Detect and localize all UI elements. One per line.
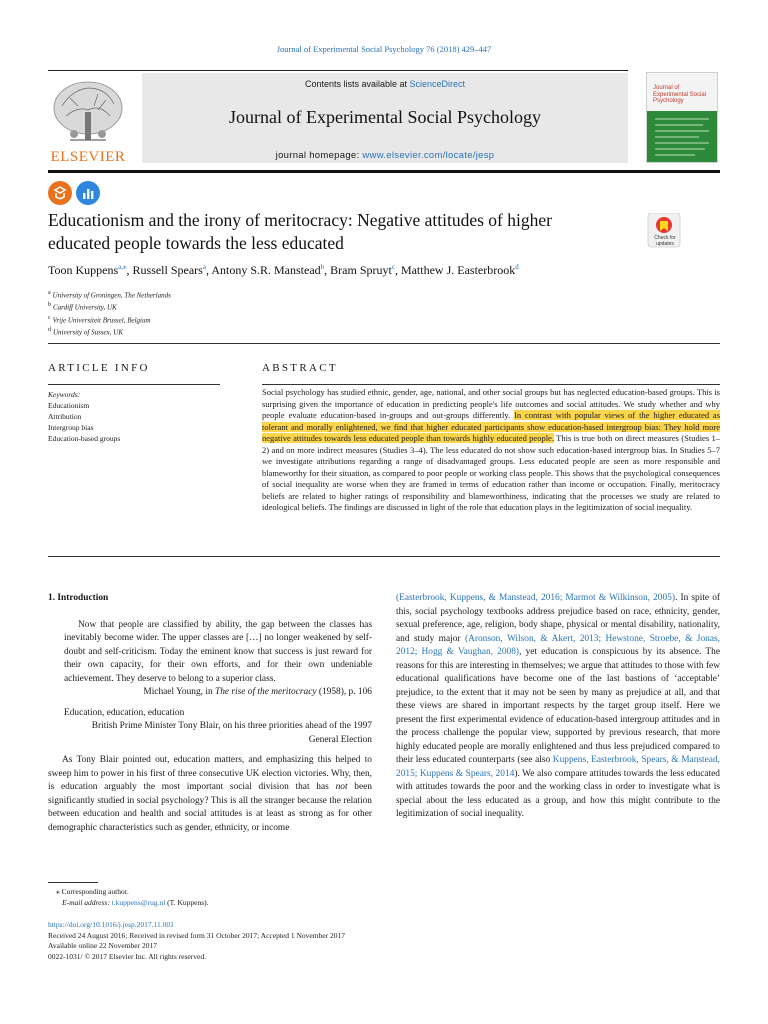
affiliations: [48, 288, 408, 337]
cross-metrics-icon[interactable]: [48, 181, 72, 205]
article-title: Educationism and the irony of meritocracy: Negative attitudes of higher educated people towards the less educated: [48, 210, 552, 253]
section-divider: [48, 343, 720, 344]
check-for-updates-label: Check for updates: [654, 235, 676, 247]
received-dates: Received 24 August 2016; Received in revised form 31 October 2017; Accepted 1 November 2017: [48, 930, 346, 940]
publication-info: [48, 920, 548, 962]
epigraph-quote: Education, education, education: [64, 707, 185, 718]
epigraph-attribution: British Prime Minister Tony Blair, on his three priorities ahead of the 1997 General Election: [91, 721, 372, 745]
cover-title: Journal of Experimental Social Psychology: [653, 85, 707, 104]
abstract-divider: [262, 384, 720, 385]
keyword: Educationism: [48, 401, 90, 410]
keywords-block: [48, 389, 218, 444]
copyright: 0022-1031/ © 2017 Elsevier Inc. All rights reserved.: [48, 951, 206, 961]
footnote-divider: [48, 882, 98, 883]
abstract-end-divider: [48, 556, 720, 557]
homepage-label: journal homepage:: [275, 150, 363, 161]
cover-contents-lines: [655, 117, 709, 157]
citation-link[interactable]: (Easterbrook, Kuppens, & Manstead, 2016; Marmot & Wilkinson, 2005): [396, 593, 675, 603]
epigraph-quote: Now that people are classified by ability, the gap between the classes has inevitably become wider. The upper classes are […] no longer weakened by self-doubt and self-criticism. Today the eminent know that success is just reward for their own capacity, for their own efforts, and for their own undeniable achievement. They deserve to belong to a superior class.: [64, 619, 372, 684]
author[interactable]: Bram Spruyt$^c$: [330, 263, 395, 277]
doi-link[interactable]: https://doi.org/10.1016/j.jesp.2017.11.001: [48, 920, 174, 929]
email-line: E-mail address: t.kuppens@rug.nl (T. Kuppens).: [62, 898, 209, 907]
citation-link[interactable]: (Aronson, Wilson, & Akert, 2013; Hewstone, Stroebe, & Jonas, 2012; Hogg & Vaughan, 2008): [396, 633, 720, 657]
sciencedirect-link[interactable]: ScienceDirect: [409, 79, 466, 89]
journal-name: Journal of Experimental Social Psychology: [229, 107, 541, 127]
abstract-part: Social psychology has studied ethnic, gender, age, national, and other social groups but has neglected education-based groups. This is surprising given the importance of education in predicting people's life outcomes and social attitudes. We study whether and why people evaluate education-based in-groups and out-groups differently.: [262, 387, 720, 420]
keywords-label: Keywords:: [48, 390, 81, 399]
affiliation: c Vrije Universiteit Brussel, Belgium: [48, 314, 151, 324]
corresponding-author-note: ⁎ Corresponding author.: [56, 887, 129, 896]
homepage-link[interactable]: www.elsevier.com/locate/jesp: [362, 150, 495, 161]
elsevier-wordmark: ELSEVIER: [50, 149, 126, 165]
body-paragraph: As Tony Blair pointed out, education matters, and emphasizing this helped to sweep him to power in his first of three consecutive UK election victories. Why, then, is education arguably the most important social division that has not been significantly studied in social psychology? This is all the stranger because the relation between education and health and social attitudes is at least as strong as for other demographic characteristics such as gender, ethnicity, or income: [48, 755, 372, 833]
citation-link[interactable]: Kuppens, Easterbrook, Spears, & Manstead, 2015; Kuppens & Spears, 2014: [396, 755, 720, 779]
journal-citation[interactable]: Journal of Experimental Social Psychology 76 (2018) 429–447: [276, 44, 492, 54]
article-info-heading: ARTICLE INFO: [48, 362, 150, 374]
journal-cover-thumbnail[interactable]: [646, 72, 718, 163]
contents-prefix: Contents lists available at: [304, 79, 410, 89]
keywords-divider: [48, 384, 220, 385]
epigraph-attribution: Michael Young, in The rise of the meritocracy (1958), p. 106: [143, 687, 372, 697]
author[interactable]: Toon Kuppens$^{a,⁎}$: [48, 263, 127, 277]
section-heading-introduction: 1. Introduction: [48, 593, 109, 603]
contents-line: [142, 79, 628, 89]
header-top-rule: [48, 70, 628, 71]
body-column-right: [396, 592, 720, 822]
abstract-heading: ABSTRACT: [262, 362, 338, 374]
keyword: Intergroup bias: [48, 423, 94, 432]
author[interactable]: Antony S.R. Manstead$^b$: [211, 263, 325, 277]
affiliation: a University of Groningen, The Netherlands: [48, 290, 171, 300]
abstract-highlight: In contrast with popular views of the higher educated as tolerant and morally enlightened, we find that higher educated participants show education-based intergroup bias: They hold more negative attitudes towards less educated people than towards highly educated people.: [262, 410, 721, 443]
author[interactable]: Russell Spears$^a$: [132, 263, 206, 277]
bar-chart-icon[interactable]: [76, 181, 100, 205]
affiliation: d University of Sussex, UK: [48, 326, 123, 337]
affiliation: b Cardiff University, UK: [48, 302, 117, 312]
keyword: Attribution: [48, 412, 82, 421]
body-column-left: [48, 592, 372, 835]
abstract-part: This is true both on direct measures (Studies 1–2) and on more indirect measures (Studies 3–4). The less educated do not show such education-based intergroup bias. In Studies 5–7 we investigate attributions regarding a range of disadvantaged groups. Less educated people are seen as more responsible and blameworthy for their situation, as compared to poor people or working class people. This shows that the psychological consequences of social inequality are worse when they are framed in terms of education rather than income or occupation. Finally, meritocracy beliefs are related to higher ratings of responsibility and blameworthiness, indicating that the processes we study are related to ideological beliefs. The findings are discussed in light of the role that education plays in the legitimization of social inequality.: [262, 433, 720, 512]
email-link[interactable]: t.kuppens@rug.nl: [111, 898, 166, 907]
journal-homepage-line: [142, 150, 628, 161]
author[interactable]: Matthew J. Easterbrook$^d$: [400, 263, 519, 277]
author-list: Toon Kuppens$^{a,⁎}$, Russell Spears$^a$, Antony S.R. Manstead$^b$, Bram Spruyt$^c$, Matthew J. Easterbrook$^d$: [48, 263, 519, 277]
body-paragraph: (Easterbrook, Kuppens, & Manstead, 2016; Marmot & Wilkinson, 2005). In spite of this, social psychology textbooks address prejudice based on race, ethnicity, gender, sexual preference, age, religion, body shape, physical or mental disability, nationality, and study major (Aronson, Wilson, & Akert, 2013; Hewstone, Stroebe, & Jonas, 2012; Hogg & Vaughan, 2008), yet education is conspicuous by its absence. The reasons for this are interesting in themselves; we argue that attitudes to those with few educational qualifications have become one of the last bastions of ‘acceptable’ prejudice, to the extent that it may not be seen by many as prejudice at all, and that these views are shared in important respects by the target group itself. Here we present the first experimental evidence of education-based intergroup attitudes and in the process challenge the popular view, supported by previous research, that more highly educated people are morally enlightened and thus less prejudiced compared to their less educated counterparts (see also Kuppens, Easterbrook, Spears, & Manstead, 2015; Kuppens & Spears, 2014). We also compare attitudes towards the less educated with attitudes towards the poor and the working class in order to investigate what is special about the less educated as a group, and how this might contribute to the legitimization of social inequality.: [396, 593, 721, 819]
online-date: Available online 22 November 2017: [48, 941, 157, 950]
footnotes: [48, 886, 372, 908]
header-bottom-rule: [48, 170, 720, 173]
abstract-text: [262, 387, 720, 514]
keyword: Education-based groups: [48, 434, 121, 443]
